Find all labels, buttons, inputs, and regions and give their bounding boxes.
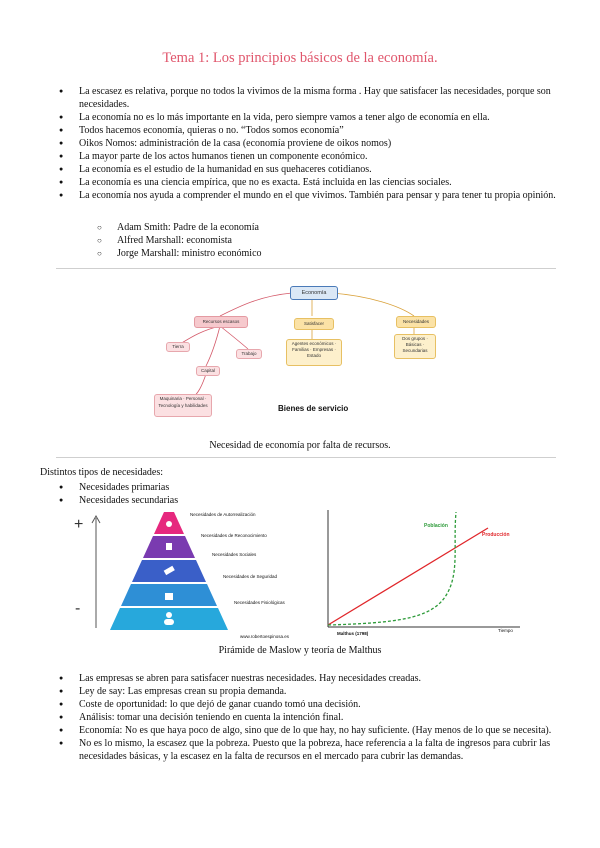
thumbs-up-icon	[166, 543, 172, 550]
pyramid-label: Necesidades de Autorrealización	[190, 512, 256, 517]
list-item: ● Economía: No es que haya poco de algo, sino que de lo que hay, no hay suficiente. (Hay menos de lo que se necesita).	[59, 724, 556, 737]
pyramid-label: Necesidades de Reconocimiento	[201, 533, 267, 538]
needs-intro: Distintos tipos de necesidades:	[40, 467, 164, 478]
malthus-source: Malthus (1798)	[337, 631, 369, 636]
pyramid-label: Necesidades de Seguridad	[223, 574, 278, 579]
list-item: ● La economía nos ayuda a comprender el mundo en el que vivimos. También para pensar y para tener tu propia opinión.	[59, 189, 556, 202]
list-item: ● Necesidades primarias	[59, 481, 359, 494]
list-item: ● La escasez es relativa, porque no todos la vivimos de la misma forma . Hay que satisfacer las necesidades, porque son necesidades.	[59, 85, 556, 111]
page-title: Tema 1: Los principios básicos de la economía.	[162, 50, 438, 66]
mindmap-root: Economía	[290, 286, 338, 300]
mindmap-capital-detail: Maquinaria · Personal · Tecnología y habilidades	[154, 394, 212, 417]
x-axis-label: Tiempo	[498, 628, 513, 633]
pyramid-label: Necesidades Sociales	[212, 552, 257, 557]
mindmap-right-detail: Dos grupos · Básicas · Secundarias	[394, 334, 436, 359]
list-item: ● La economía es el estudio de la humanidad en sus quehaceres cotidianos.	[59, 163, 556, 176]
maslow-pyramid-figure	[70, 510, 320, 645]
list-item: ○ Jorge Marshall: ministro económico	[97, 247, 497, 260]
mindmap-figure	[140, 276, 460, 421]
mindmap-branch-mid: Satisfacer	[294, 318, 334, 330]
pyramid-minus: -	[75, 600, 81, 617]
mindmap-branch-left: Recursos escasos	[194, 316, 248, 328]
star-icon	[166, 521, 172, 527]
legend-production: Producción	[482, 532, 510, 538]
needs-list	[59, 481, 359, 507]
divider	[56, 457, 556, 458]
production-line	[328, 528, 488, 625]
list-item: ○ Adam Smith: Padre de la economía	[97, 221, 497, 234]
legend-population: Población	[424, 523, 448, 529]
list-item: ● Oikos Nomos: administración de la casa (economía proviene de oikos nomos)	[59, 137, 556, 150]
intro-bullet-list	[59, 85, 556, 202]
mindmap-left-child: Capital	[196, 366, 220, 376]
figure-caption: Necesidad de economía por falta de recursos.	[209, 440, 391, 451]
list-item: ● Las empresas se abren para satisfacer nuestras necesidades. Hay necesidades creadas.	[59, 672, 556, 685]
lock-icon	[165, 593, 173, 600]
mindmap-mid-detail: Agentes económicos · Familias · Empresas · Estado	[286, 339, 342, 366]
list-item: ● Coste de oportunidad: lo que dejó de ganar cuando tomó una decisión.	[59, 698, 556, 711]
closing-bullet-list	[59, 672, 556, 763]
list-item: ● Necesidades secundarias	[59, 494, 359, 507]
economist-sublist	[97, 221, 497, 260]
list-item: ● Análisis: tomar una decisión teniendo en cuenta la intención final.	[59, 711, 556, 724]
mindmap-left-child: Trabajo	[236, 349, 262, 359]
list-item: ○ Alfred Marshall: economista	[97, 234, 497, 247]
mindmap-footer: Bienes de servicio	[278, 404, 349, 413]
person-icon	[166, 612, 172, 618]
list-item: ● No es lo mismo, la escasez que la pobreza. Puesto que la pobreza, hace referencia a la falta de ingresos para cubrir las necesidades básicas, y la escasez en la falta de recursos en el mercado para cubrir las demandas.	[59, 737, 556, 763]
list-item: ● Ley de say: Las empresas crean su propia demanda.	[59, 685, 556, 698]
list-item: ● La economía no es lo más importante en la vida, pero siempre vamos a tener algo de economía en ella.	[59, 111, 556, 124]
pyramid-website: www.robertoespinosa.es	[240, 634, 290, 639]
pyramid-plus: +	[74, 516, 84, 533]
list-item: ● La economía es una ciencia empírica, que no es exacta. Está incluida en las ciencias sociales.	[59, 176, 556, 189]
divider	[56, 268, 556, 269]
malthus-chart	[325, 507, 525, 642]
list-item: ● La mayor parte de los actos humanos tienen un componente económico.	[59, 150, 556, 163]
pyramid-label: Necesidades Fisiológicas	[234, 600, 285, 605]
list-item: ● Todos hacemos economía, quieras o no. “Todos somos economía”	[59, 124, 556, 137]
mindmap-left-child: Tierra	[166, 342, 190, 352]
figure-caption: Pirámide de Maslow y teoría de Malthus	[218, 645, 382, 656]
mindmap-branch-right: Necesidades	[396, 316, 436, 328]
